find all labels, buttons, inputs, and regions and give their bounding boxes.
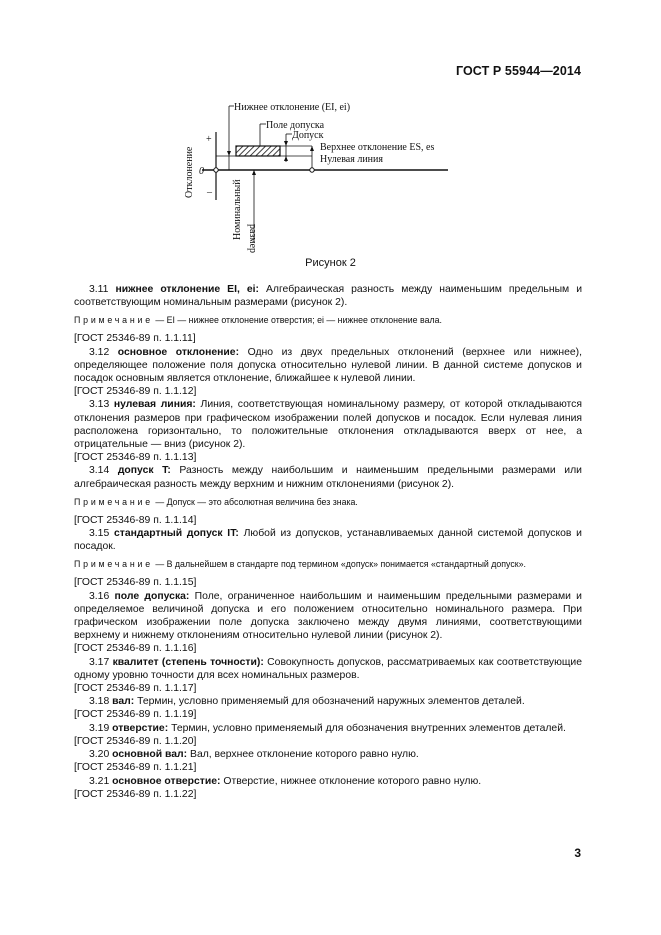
note-text: — В дальнейшем в стандарте под термином «допуск» понимается «стандартный допуск». xyxy=(152,559,526,570)
clause-3-17 xyxy=(74,656,582,682)
label-minus: – xyxy=(207,187,212,198)
clause-text: Отверстие, нижнее отклонение которого равно нулю. xyxy=(220,775,482,787)
clause-term: основной вал: xyxy=(112,749,188,761)
label-upper-deviation: Верхнее отклонение ES, es xyxy=(320,142,435,153)
reference-3-14: [ГОСТ 25346-89 п. 1.1.14] xyxy=(74,514,197,526)
label-tolerance-zone: Поле допуска xyxy=(266,120,325,131)
clause-text: Термин, условно применяемый для обозначений наружных элементов деталей. xyxy=(134,696,525,708)
origin-marker xyxy=(214,168,218,172)
clause-number: 3.19 xyxy=(89,722,113,734)
label-nominal-size-1: Номинальный xyxy=(232,179,243,240)
document-id-header: ГОСТ Р 55944—2014 xyxy=(455,64,581,78)
label-plus: + xyxy=(206,134,212,145)
clause-text: Термин, условно применяемый для обозначения внутренних элементов деталей. xyxy=(168,722,566,734)
clause-3-18 xyxy=(74,695,582,708)
clause-term: основное отклонение: xyxy=(117,346,240,358)
note-3-14 xyxy=(74,496,582,508)
clause-3-15 xyxy=(74,527,582,553)
reference-3-13: [ГОСТ 25346-89 п. 1.1.13] xyxy=(74,452,197,464)
clause-3-13 xyxy=(74,398,582,451)
tolerance-arrow-top xyxy=(284,141,288,146)
tolerance-diagram-svg xyxy=(172,92,472,252)
clause-3-21 xyxy=(74,775,582,788)
clause-3-14 xyxy=(74,464,582,490)
clause-3-11 xyxy=(74,283,582,309)
label-lower-deviation: Нижнее отклонение (EI, ei) xyxy=(234,102,351,113)
clause-3-12 xyxy=(74,346,582,386)
clause-text: Поле, ограниченное наибольшим и наименьшим предельными размерами и определяемое величиной допуска и его положением относительно номинального размера. При графическом изображении поле допуска заключено между двумя линиями, соответствующими верхнему и нижнему отклонениям относительно нулевой линии (рисунок 2). xyxy=(74,590,582,642)
note-3-15 xyxy=(74,558,582,570)
tolerance-zone-box xyxy=(236,146,280,156)
label-deviation-axis: Отклонение xyxy=(184,146,195,198)
clause-number: 3.21 xyxy=(89,775,113,787)
label-zero: 0 xyxy=(199,166,204,177)
label-nominal-size-2: размер xyxy=(247,224,258,254)
note-text: — EI — нижнее отклонение отверстия; ei — нижнее отклонение вала. xyxy=(152,315,442,326)
reference-3-17: [ГОСТ 25346-89 п. 1.1.17] xyxy=(74,683,197,695)
clause-number: 3.12 xyxy=(89,346,118,358)
clause-number: 3.18 xyxy=(89,696,113,708)
note-3-11 xyxy=(74,314,582,326)
clause-term: квалитет (степень точности): xyxy=(112,656,264,668)
upper-deviation-arrow xyxy=(310,146,314,151)
reference-3-18: [ГОСТ 25346-89 п. 1.1.19] xyxy=(74,709,197,721)
clause-term: вал: xyxy=(112,696,135,708)
reference-3-12: [ГОСТ 25346-89 п. 1.1.12] xyxy=(74,386,197,398)
clause-text: Разность между наибольшим и наименьшим предельными размерами или алгебраическая разность между верхним и нижним отклонениями (рисунок 2). xyxy=(74,465,582,490)
clause-number: 3.16 xyxy=(89,590,115,602)
note-prefix: Примечание xyxy=(74,315,153,326)
clause-3-16 xyxy=(74,590,582,643)
clause-term: нижнее отклонение EI, ei: xyxy=(115,284,259,295)
clause-text: Любой из допусков, устанавливаемых данной системой допусков и посадок. xyxy=(74,528,582,553)
reference-3-11: [ГОСТ 25346-89 п. 1.1.11] xyxy=(74,333,196,345)
note-prefix: Примечание xyxy=(74,496,153,507)
clause-term: стандартный допуск IT: xyxy=(113,528,239,540)
reference-3-15: [ГОСТ 25346-89 п. 1.1.15] xyxy=(74,577,197,589)
clause-term: отверстие: xyxy=(112,722,169,734)
lower-deviation-arrow xyxy=(227,151,231,156)
clause-number: 3.11 xyxy=(89,284,116,295)
clause-text: Одно из двух предельных отклонений (верхнее или нижнее), определяющее положение поля допуска относительно нулевой линии. В данной системе допусков и посадок основным является отклонение, ближайшее к нулевой линии. xyxy=(74,346,582,385)
figure-caption: Рисунок 2 xyxy=(305,257,356,269)
tolerance-arrow-bottom xyxy=(284,156,288,161)
clause-text: Алгебраическая разность между наименьшим предельным и соответствующим номинальным размерами (рисунок 2). xyxy=(74,284,582,309)
reference-3-16: [ГОСТ 25346-89 п. 1.1.16] xyxy=(74,643,197,655)
clause-number: 3.13 xyxy=(89,399,114,411)
label-tolerance: Допуск xyxy=(292,130,324,141)
clause-term: основное отверстие: xyxy=(112,775,221,787)
zero-line-marker xyxy=(310,168,314,172)
clause-3-19 xyxy=(74,722,582,735)
clause-number: 3.17 xyxy=(89,656,113,668)
note-prefix: Примечание xyxy=(74,559,153,570)
reference-3-19: [ГОСТ 25346-89 п. 1.1.20] xyxy=(74,735,197,747)
reference-3-20: [ГОСТ 25346-89 п. 1.1.21] xyxy=(74,762,197,774)
clause-term: нулевая линия: xyxy=(113,399,196,411)
clause-number: 3.14 xyxy=(89,465,118,477)
document-body xyxy=(74,283,582,801)
note-text: — Допуск — это абсолютная величина без знака. xyxy=(152,496,358,507)
page-number: 3 xyxy=(574,846,581,860)
clause-number: 3.15 xyxy=(89,528,114,540)
clause-term: поле допуска: xyxy=(114,590,190,602)
tolerance-diagram xyxy=(172,92,472,252)
label-zero-line: Нулевая линия xyxy=(320,154,383,165)
clause-3-20 xyxy=(74,748,582,761)
reference-3-21: [ГОСТ 25346-89 п. 1.1.22] xyxy=(74,788,197,800)
clause-number: 3.20 xyxy=(89,749,113,761)
clause-text: Линия, соответствующая номинальному размеру, от которой откладываются отклонения размеров при графическом изображении полей допусков и посадок. Если нулевая линия расположена горизонтально, то положительные отклонения откладываются вверх от нее, а отрицательные — вниз (рисунок 2). xyxy=(74,399,582,451)
clause-text: Вал, верхнее отклонение которого равно нулю. xyxy=(187,749,419,761)
clause-text: Совокупность допусков, рассматриваемых как соответствующие одному уровню точности для всех номинальных размеров. xyxy=(74,656,582,681)
clause-term: допуск T: xyxy=(117,465,171,477)
